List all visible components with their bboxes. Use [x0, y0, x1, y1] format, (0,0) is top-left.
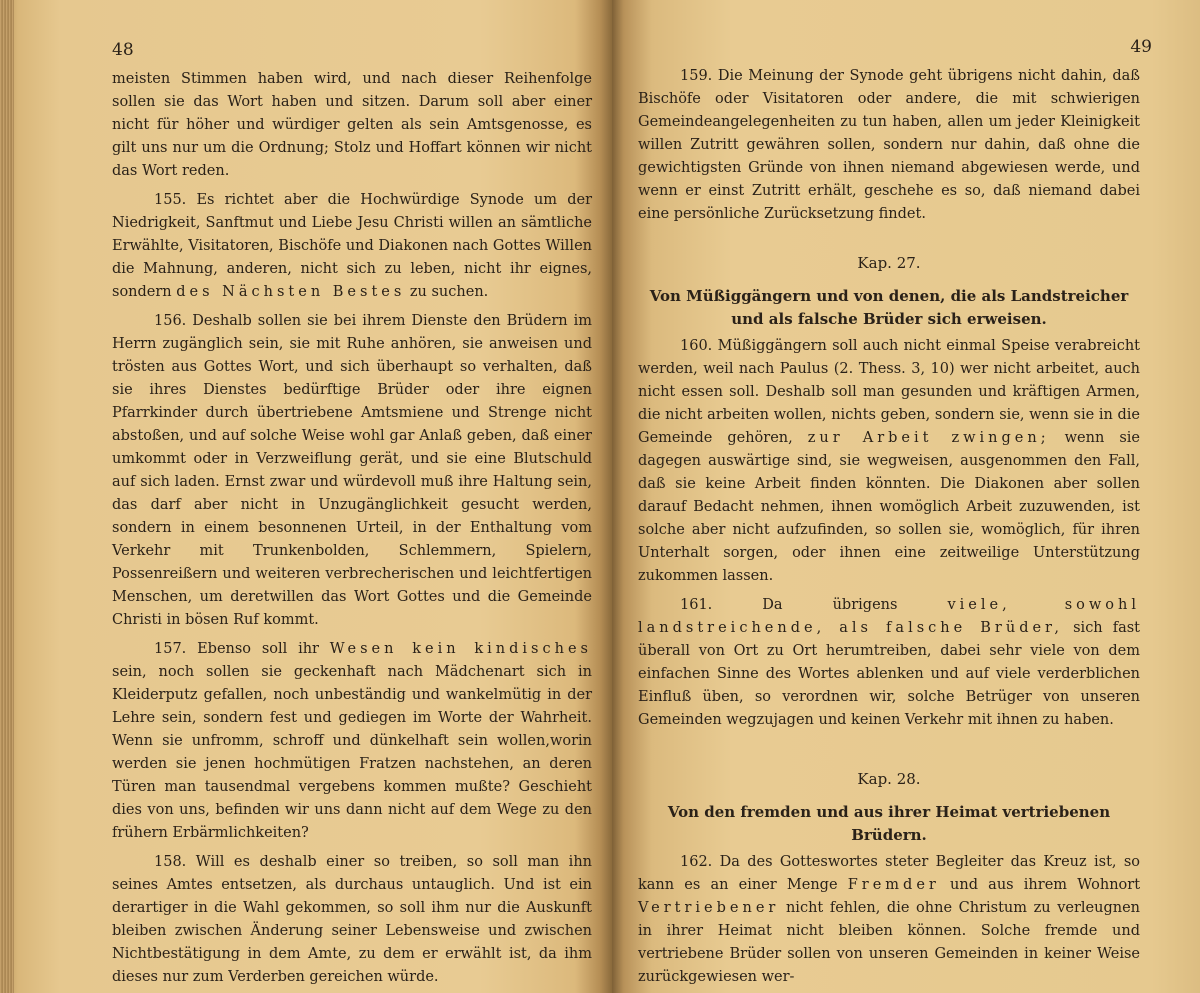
paragraph-161 [638, 594, 1140, 732]
page-number-right: 49 [1130, 37, 1152, 57]
p161-text-a: 161. Da übrigens [680, 597, 898, 613]
p155-spaced-text: des Nächsten Bestes [176, 284, 406, 300]
p157-spaced-text: Wesen kein kindisches [329, 641, 592, 657]
p162-spaced-text: Fremder [847, 877, 940, 893]
right-page [612, 0, 1200, 993]
p162-text-b: und aus ihrem Wohnort [950, 877, 1141, 893]
paragraph-159: 159. Die Meinung der Synode geht übrigens nicht dahin, daß Bischöfe oder Visitatoren oder andere, die mit schwierigen Gemeindeangelegenheiten zu tun haben, allen um jeder Kleinigkeit willen Zutritt gewähren sollen, sondern nur dahin, daß ohne die gewichtigsten Gründe von ihnen niemand abgewiesen werde, und wenn er einst Zutritt erhält, geschehe es so, daß niemand dabei eine persönliche Zurücksetzung findet. [638, 68, 1140, 222]
p162-text-c: nicht fehlen, die ohne Christum zu verleugnen in ihrer Heimat nicht bleiben können. Solche fremde und vertriebene Brüder sollen von unseren Gemeinden in keiner Weise zurückgewiesen wer- [638, 900, 1141, 985]
paragraph-155 [112, 189, 592, 304]
p162-text-a: 162. Da des Gotteswortes steter Begleiter das Kreuz ist, so kann es an einer Menge [638, 854, 1140, 893]
paragraph-156: 156. Deshalb sollen sie bei ihrem Dienste den Brüdern im Herrn zugänglich sein, sie mit Ruhe anhören, sie anweisen und trösten aus Gottes Wort, und sich überhaupt so verhalten, daß sie ihres Dienstes bedürftige Brüder oder ihre eignen Pfarrkinder durch übertriebene Amtsmiene und Strenge nicht abstoßen, und auf solche Weise wohl gar Anlaß geben, daß einer umkommt oder in Verzweiflung gerät, und sie eine Blutschuld auf sich laden. Ernst zwar und würdevoll muß ihre Haltung sein, das darf aber nicht in Unzugänglichkeit gesucht werden, sondern in einem besonnenen Urteil, in der Enthaltung vom Verkehr mit Trunkenbolden, Schlemmern, Spielern, Possenreißern und weiteren verbrecherischen und leichtfertigen Menschen, um deretwillen das Wort Gottes und die Gemeinde Christi in bösen Ruf kommt. [112, 313, 592, 628]
paragraph-157 [112, 638, 592, 845]
left-page-text [112, 68, 592, 989]
paragraph-162 [638, 851, 1140, 989]
paragraph-158: 158. Will es deshalb einer so treiben, so soll man ihn seines Amtes entsetzen, als durchaus untauglich. Und ist ein derartiger in die Wahl gekommen, so soll ihm nur die Auskunft bleiben zwischen Änderung seiner Lebensweise und zwischen Nichtbestätigung in dem Amte, zu dem er erwählt ist, da ihm dieses nur zum Verderben gereichen würde. [112, 854, 592, 985]
chapter-27-title: Von Müßiggängern und von denen, die als Landstreicher und als falsche Brüder sich erweisen. [649, 287, 1129, 328]
page-number-left: 48 [112, 40, 134, 60]
chapter-28-title: Von den fremden und aus ihrer Heimat vertriebenen Brüdern. [667, 803, 1111, 844]
paragraph-160 [638, 335, 1140, 588]
p161-text-b: sich fast überall von Ort zu Ort herumtreiben, dabei sehr viele von dem einfachen Sinne des Wortes ablenken und auf viele verderblichen Einfluß üben, so verordnen wir, solche Betrüger von unseren Gemeinden wegzujagen und keinen Verkehr mit ihnen zu haben. [638, 620, 1141, 728]
p157-text-b: sein, noch sollen sie geckenhaft nach Mädchenart sich in Kleiderputz gefallen, noch unbeständig und wankelmütig in der Lehre sein, sondern fest und gediegen im Worte der Wahrheit. Wenn sie unfromm, schroff und dünkelhaft sein wollen,worin werden sie jenen hochmütigen Fratzen nachstehen, an deren Türen man tausendmal vergebens kommen mußte? Geschieht dies von uns, befinden wir uns dann nicht auf dem Wege zu den frühern Erbärmlichkeiten? [112, 664, 592, 841]
paragraph-continuation: meisten Stimmen haben wird, und nach dieser Reihenfolge sollen sie das Wort haben und sitzen. Darum soll aber einer nicht für höher und würdiger gelten als sein Amtsgenosse, es gilt uns nur um die Ordnung; Stolz und Hoffart können wir nicht das Wort reden. [112, 71, 592, 179]
chapter-28-heading: Kap. 28. [857, 770, 921, 788]
right-page-text [638, 65, 1140, 989]
p160-text-a: 160. Müßiggängern soll auch nicht einmal Speise verabreicht werden, weil nach Paulus (2. Thess. 3, 10) wer nicht arbeitet, auch nicht essen soll. Deshalb soll man gesunden und kräftigen Armen, die nicht arbeiten wollen, nichts geben, sondern sie, wenn sie in die Gemeinde gehören, [638, 338, 1140, 446]
p162-spaced-text-2: Vertriebener [638, 900, 780, 916]
p160-spaced-text: zur Arbeit zwingen; [807, 430, 1050, 446]
page-edge [0, 0, 14, 993]
p160-text-b: wenn sie dagegen auswärtige sind, sie wegweisen, ausgenommen den Fall, daß sie keine Arbeit finden könnten. Die Diakonen aber sollen darauf Bedacht nehmen, ihnen womöglich Arbeit zuzuwenden, ist solche aber nicht aufzufinden, so sollen sie, womöglich, für ihren Unterhalt sorgen, oder ihnen eine zeitweilige Unterstützung zukommen lassen. [638, 430, 1140, 584]
p157-text-a: 157. Ebenso soll ihr [154, 641, 319, 657]
p161-spaced-text: viele, sowohl landstreichende, als falsche Brüder, [638, 597, 1141, 636]
p155-text-a: 155. Es richtet aber die Hochwürdige Synode um der Niedrigkeit, Sanftmut und Liebe Jesu Christi willen an sämtliche Erwählte, Visitatoren, Bischöfe und Diakonen nach Gottes Willen die Mahnung, anderen, nicht sich zu leben, nicht ihr eignes, sondern [112, 192, 592, 300]
p155-text-b: zu suchen. [409, 284, 489, 300]
chapter-27-heading: Kap. 27. [857, 254, 921, 272]
